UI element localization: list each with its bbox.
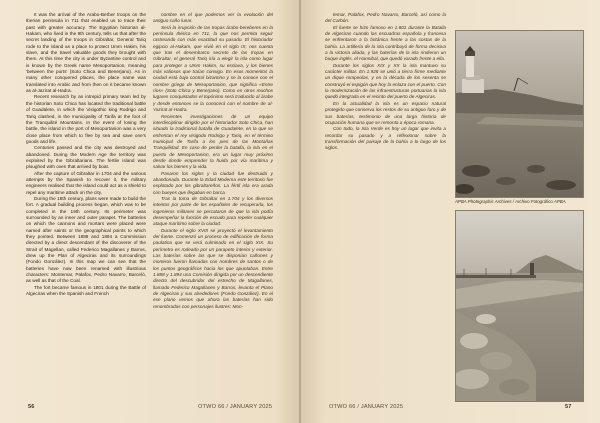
paragraph: Tras la toma de Gibraltar en 1.704 y los diversos intentos por parte de los españoles de recuperarla, los ingenieros militares se percataron de que la isla podía desempeñar la función de escudo para repeler cualquier ataque marítimo sobre la ciudad.: [153, 195, 273, 227]
left-page: [0, 0, 299, 423]
paragraph: temar, Palafox, Pedro Navarro, Barceló, así como la del Carbón.: [325, 12, 446, 24]
left-page-spanish-column: [153, 12, 273, 398]
paragraph: Centuries passed and the city was destroyed and abandoned. During the Modern Age the territory was exploited by the Gibraltarians. The fertile island was ploughed with oxen that arrived by boat.: [26, 145, 146, 170]
left-page-english-column: [26, 12, 146, 398]
paragraph: Durante el siglo XVIII se proyectó el levantamiento del fuerte. Comenzó un proceso de edificación de forma paulatina que se verá culminado en el siglo XIX. Su perímetro es rodeado por un parapeto interior y exterior. Las baterías sobre las que se disponían cañones y morteros fueron llamadas con nombres de santos o de los puntos geográficos hacia los que apuntaban. Entre 1.888 y 1.894 una Comisión dirigida por un descendiente directo del descubridor del estrecho de Magallanes, llamado Federico Magallanes y Barros, levanta el Plano de Algeciras y sus alrededores (Fondo González). En el ese plano vemos que ahora las baterías han sido renombradas con personajes ilustres: Mon-: [153, 227, 273, 309]
paragraph: En la actualidad la isla es un espacio natural protegido que conserva los restos de su antiguo faro y de sus baterías, testimonio de una larga historia de ocupación humana que se remonta a época romana.: [325, 100, 446, 125]
page-number-left: 56: [28, 404, 35, 410]
issue-footer-left: OTWO 66 / JANUARY 2025: [198, 404, 273, 410]
paragraph: Recent research by an intrepid primary team led by the historian Soto Chica has located the traditional battle of Guadalete, in which the Visigothic king Rodrigo and Tariq clashed, in the municipality of Tarifa at the foot of the Tranquilité Mountains. In the event of losing the battle, the island in the port of Mesoportanion was a very close place from which to flee by sea and save one's goods and life.: [26, 94, 146, 144]
right-page-spanish-column: [325, 12, 446, 398]
paragraph: It was the arrival of the Arabo-Berber troops on the Iberian peninsula in 711 that enabled us to trace their past with greater accuracy. The Egyptian historian al-Hakam, who lived in the 9th century, tells us that after the secret landing of the troops in Gibraltar, General Tariq rode to the island as a place to protect Umm Hakim, his slave, and the travel valuable goods they brought with them. At this time the city is under Byzantine control and is known by the Greek name Mesoportanion, meaning 'between the ports' (Soto Chica and Benerjano). As in many other conquered places, the place name was translated into Arabic and from then on it became known as al-Jazirat al-Hadra.: [26, 12, 146, 94]
paragraph: Será la irrupción de las tropas árabo-bereberes en la península Ibérica en 711, la que nos permita seguir rastreando con más exactitud su pasado. El historiador egipcio al-Hakam, que vivió en el siglo IX, nos cuenta que tras el desembarco secreto de las tropas en Gibraltar, el general Tariq iría a elegir la isla como lugar para proteger a Umm Hakim, su esclava, y los bienes más valiosos que traían consigo. En esos momentos la ciudad está bajo control bizantino y se la conoce con el nombre griego de Mesoportanion, que significa «Entre ríos» (Soto Chica y Benerjano). Como en otros muchos lugares conquistados el topónimo será traducido al árabe y desde entonces se la conocerá con el nombre de al-Yazirat al-Hadra.: [153, 24, 273, 113]
paragraph: El fuerte se hizo famoso en 1.801 durante la Batalla de Algeciras cuando las escuadras española y francesa se enfrentaron a la británica frente a las costas de la bahía. La artillería de la isla contribuyó de forma decisiva a la victoria aliada, y las baterías de la isla rindieron un buque inglés, el Hannibal, que quedó varado frente a ella.: [325, 24, 446, 62]
archive-photo-lighthouse-island: [455, 30, 584, 198]
paragraph: The fort became famous in 1801 during the Battle of Algeciras when the Spanish and French: [26, 284, 146, 297]
paragraph: Pasaron los siglos y la ciudad fue destruida y abandonada. Durante la Edad Moderna este territorio fue explotado por los gibraltareños. La fértil isla era arada con bueyes que llegaban en barca.: [153, 170, 273, 195]
paragraph: Durante los siglos XIX y XX la isla mantuvo su carácter militar. En 1.928 se unió a tierra firme mediante un dique rompeolas, y en la década de los sesenta se construyó el espigón que hoy la enlaza con el puerto. Con la modernización de las infraestructuras portuarias la isla quedó integrada en el recinto del puerto de Algeciras.: [325, 62, 446, 100]
paragraph: After the capture of Gibraltar in 1704 and the various attempts by the Spanish to recover it, the military engineers realised that the island could act as a shield to repel any maritime attack on the city.: [26, 170, 146, 195]
paragraph: nombre en el que podemos ver la evolución del antiguo caño lunar.: [153, 12, 273, 24]
archive-photo-breakwater-rock: [455, 210, 584, 402]
paragraph: Recientes investigaciones de un equipo interdisciplinar dirigido por el historiador Soto Chica, han situado la tradicional batalla de Guadalete, en la que se enfrentan el rey visigodo Rodrigo y Tariq, en el término municipal de Tarifa a los pies de las Montañas Tranquilidad. En caso de perder la batalla, la isla en el puerto de Mesoportanion, era un lugar muy próximo desde donde emprender la huida por vía marítima y salvar los bienes y la vida.: [153, 113, 273, 170]
issue-footer-right: OTWO 66 / JANUARY 2025: [329, 404, 404, 410]
right-page: [301, 0, 600, 423]
page-number-right: 57: [565, 404, 572, 410]
photo-caption: APBA Photographic Archives / Archivo Fotográfico APBA: [455, 199, 566, 204]
paragraph: Con todo, la Isla Verde es hoy un lugar que invita a recordar su pasado y a reflexionar sobre la transformación del paisaje de la bahía a lo largo de los siglos.: [325, 126, 446, 151]
paragraph: During the 18th century, plans were made to build the fort. A gradual building process began, which was to be completed in the 19th century. Its perimeter was surrounded by an inner and outer parapet. The batteries on which the cannons and mortars were placed were named after saints or the geographical points to which they pointed. Between 1888 and 1894 a Commission directed by a direct descendant of the discoverer of the Strait of Magellan, called Federico Magallanes y Barros, drew up the Plan of Algeciras and its surroundings (Fondo González). In this map we can see that the batteries have now been renamed with illustrious characters: Montemar, Palafox, Pedro Navarro, Barceló, as well as that of the Coal.: [26, 195, 146, 284]
